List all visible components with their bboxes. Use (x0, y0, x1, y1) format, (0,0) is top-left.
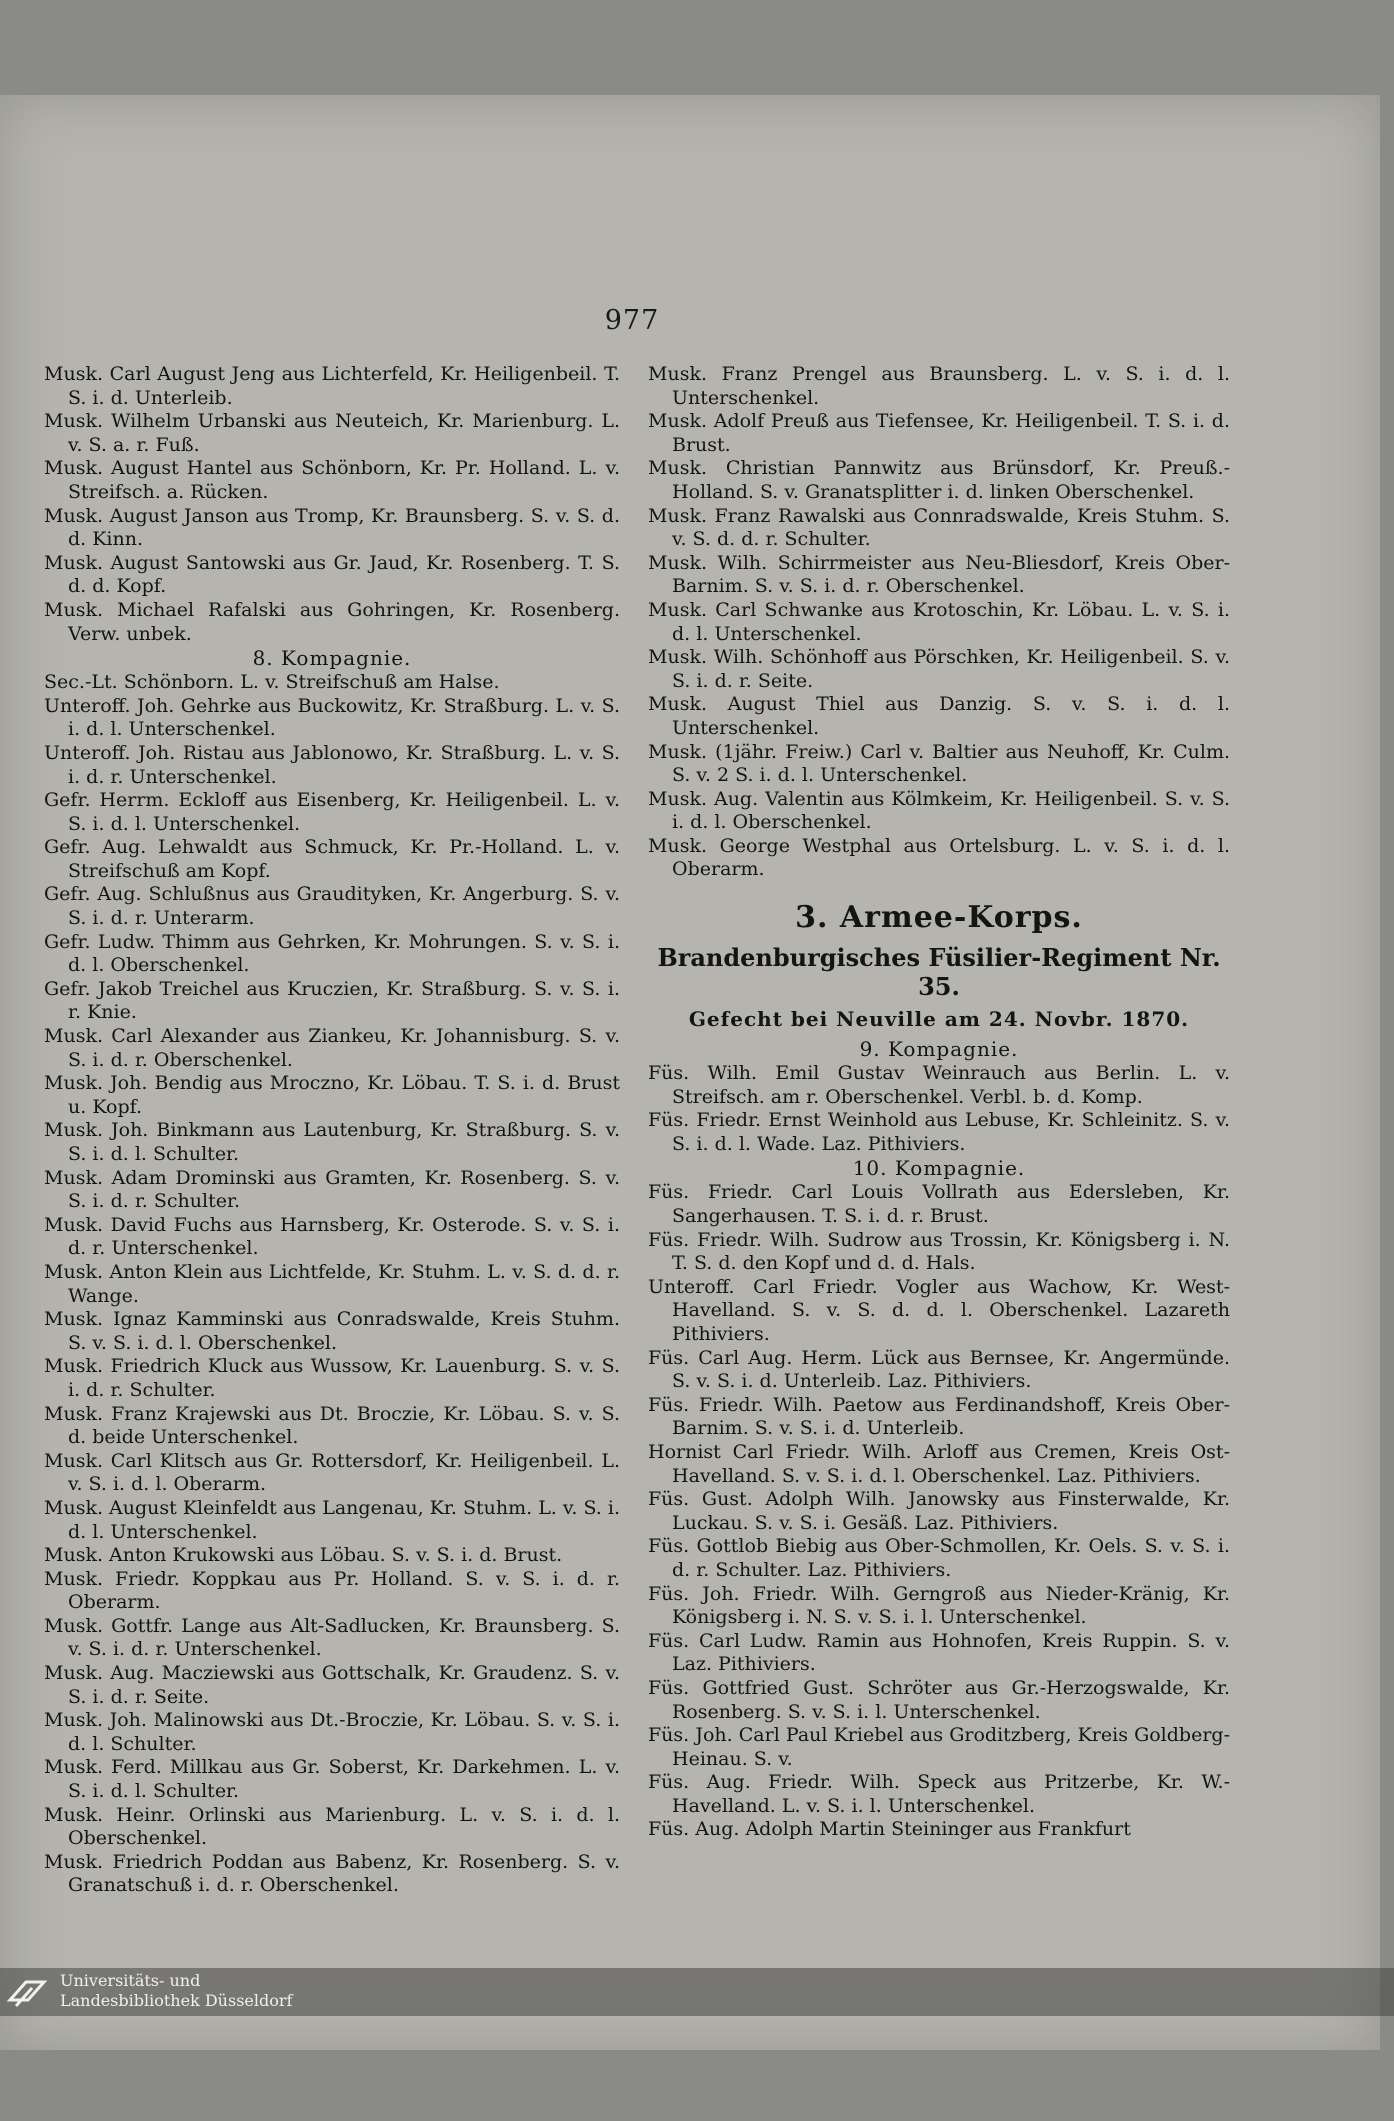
casualty-entry: Füs. Carl Ludw. Ramin aus Hohnofen, Kreis Ruppin. S. v. Laz. Pithiviers. (648, 1629, 1230, 1676)
casualty-entry: Musk. Aug. Valentin aus Kölmkeim, Kr. Heiligenbeil. S. v. S. i. d. l. Oberschenkel. (648, 787, 1230, 834)
casualty-entry: Gefr. Jakob Treichel aus Kruczien, Kr. Straßburg. S. v. S. i. r. Knie. (44, 977, 620, 1024)
left-column (44, 363, 620, 1898)
casualty-entry: Musk. August Janson aus Tromp, Kr. Braunsberg. S. v. S. d. d. Kinn. (44, 504, 620, 551)
casualty-entry: Gefr. Herrm. Eckloff aus Eisenberg, Kr. Heiligenbeil. L. v. S. i. d. l. Unterschenkel. (44, 789, 620, 835)
casualty-entry: Füs. Gottlob Biebig aus Ober-Schmollen, Kr. Oels. S. v. S. i. d. r. Schulter. Laz. Pithiviers. (648, 1535, 1230, 1581)
casualty-entry: Füs. Carl Aug. Herm. Lück aus Bernsee, Kr. Angermünde. S. v. S. i. d. Unterleib. Laz. Pithiviers. (648, 1346, 1230, 1393)
casualty-entry: Musk. Joh. Binkmann aus Lautenburg, Kr. Straßburg. S. v. S. i. d. l. Schulter. (44, 1119, 620, 1165)
ulb-logo-icon (6, 1972, 48, 2012)
page-number: 977 (604, 305, 660, 336)
casualty-entry: Musk. Wilh. Schirrmeister aus Neu-Bliesdorf, Kreis Ober-Barnim. S. v. S. i. d. r. Oberschenkel. (648, 551, 1230, 598)
casualty-entry: Unteroff. Joh. Ristau aus Jablonowo, Kr. Straßburg. L. v. S. i. d. r. Unterschenkel. (44, 741, 620, 788)
casualty-entry: Musk. Carl Alexander aus Ziankeu, Kr. Johannisburg. S. v. S. i. d. r. Oberschenkel. (44, 1025, 620, 1071)
casualty-entry: Musk. Christian Pannwitz aus Brünsdorf, Kr. Preuß.-Holland. S. v. Granatsplitter i. d. linken Oberschenkel. (648, 457, 1230, 503)
casualty-entry: Füs. Friedr. Wilh. Paetow aus Ferdinandshoff, Kreis Ober-Barnim. S. v. S. i. d. Unterleib. (648, 1393, 1230, 1440)
company-heading: 10. Kompagnie. (852, 1156, 1026, 1181)
casualty-entry: Musk. Heinr. Orlinski aus Marienburg. L. v. S. i. d. l. Oberschenkel. (44, 1803, 620, 1850)
casualty-entry: Musk. Carl August Jeng aus Lichterfeld, Kr. Heiligenbeil. T. S. i. d. Unterleib. (44, 363, 620, 409)
casualty-entry: Musk. August Hantel aus Schönborn, Kr. Pr. Holland. L. v. Streifsch. a. Rücken. (44, 457, 620, 503)
casualty-entry: Füs. Gust. Adolph Wilh. Janowsky aus Finsterwalde, Kr. Luckau. S. v. S. i. Gesäß. Laz. Pithiviers. (648, 1488, 1230, 1534)
casualty-entry: Musk. Joh. Malinowski aus Dt.-Broczie, Kr. Löbau. S. v. S. i. d. l. Schulter. (44, 1709, 620, 1755)
casualty-entry: Musk. Franz Rawalski aus Connradswalde, Kreis Stuhm. S. v. S. d. d. r. Schulter. (648, 504, 1230, 551)
right-column (648, 363, 1230, 1842)
casualty-entry: Füs. Wilh. Emil Gustav Weinrauch aus Berlin. L. v. Streifsch. am r. Oberschenkel. Verbl. b. d. Komp. (648, 1062, 1230, 1108)
casualty-entry: Musk. Carl Klitsch aus Gr. Rottersdorf, Kr. Heiligenbeil. L. v. S. i. d. l. Oberarm. (44, 1449, 620, 1496)
footer-text (60, 1971, 292, 2011)
library-footer (0, 1968, 1394, 2016)
casualty-entry: Musk. Friedrich Kluck aus Wussow, Kr. Lauenburg. S. v. S. i. d. r. Schulter. (44, 1355, 620, 1401)
casualty-entry: Füs. Aug. Adolph Martin Steininger aus Frankfurt (648, 1818, 1131, 1841)
casualty-entry: Sec.-Lt. Schönborn. L. v. Streifschuß am Halse. (44, 671, 500, 694)
casualty-entry: Musk. Ferd. Millkau aus Gr. Soberst, Kr. Darkehmen. L. v. S. i. d. l. Schulter. (44, 1756, 620, 1803)
casualty-entry: Musk. Carl Schwanke aus Krotoschin, Kr. Löbau. L. v. S. i. d. l. Unterschenkel. (648, 598, 1230, 645)
casualty-entry: Musk. Franz Krajewski aus Dt. Broczie, Kr. Löbau. S. v. S. d. beide Unterschenkel. (44, 1402, 620, 1449)
casualty-entry: Hornist Carl Friedr. Wilh. Arloff aus Cremen, Kreis Ost-Havelland. S. v. S. i. d. l. Oberschenkel. Laz. Pithiviers. (648, 1440, 1230, 1487)
casualty-entry: Gefr. Ludw. Thimm aus Gehrken, Kr. Mohrungen. S. v. S. i. d. l. Oberschenkel. (44, 930, 620, 977)
regiment-heading: Brandenburgisches Füsilier-Regiment Nr. 35. (657, 943, 1221, 1002)
footer-line-1: Universitäts- und (60, 1971, 201, 1990)
casualty-entry: Musk. Aug. Macziewski aus Gottschalk, Kr. Graudenz. S. v. S. i. d. r. Seite. (44, 1662, 620, 1708)
casualty-entry: Musk. August Santowski aus Gr. Jaud, Kr. Rosenberg. T. S. d. d. Kopf. (44, 551, 620, 598)
casualty-entry: Unteroff. Joh. Gehrke aus Buckowitz, Kr. Straßburg. L. v. S. i. d. l. Unterschenkel. (44, 694, 620, 741)
casualty-entry: Musk. George Westphal aus Ortelsburg. L. v. S. i. d. l. Oberarm. (648, 834, 1230, 881)
footer-line-2: Landesbibliothek Düsseldorf (60, 1991, 293, 2010)
casualty-entry: Musk. Friedr. Koppkau aus Pr. Holland. S. v. S. i. d. r. Oberarm. (44, 1567, 620, 1614)
scanned-page (0, 95, 1380, 2050)
casualty-entry: Füs. Joh. Carl Paul Kriebel aus Groditzberg, Kreis Goldberg-Heinau. S. v. (648, 1724, 1230, 1770)
casualty-entry: Musk. Michael Rafalski aus Gohringen, Kr. Rosenberg. Verw. unbek. (44, 598, 620, 645)
engagement-heading: Gefecht bei Neuville am 24. Novbr. 1870. (688, 1007, 1190, 1032)
company-heading: 9. Kompagnie. (859, 1037, 1019, 1062)
casualty-entry: Füs. Friedr. Wilh. Sudrow aus Trossin, Kr. Königsberg i. N. T. S. d. den Kopf und d. d. Hals. (648, 1228, 1230, 1275)
casualty-entry: Musk. August Thiel aus Danzig. S. v. S. i. d. l. Unterschenkel. (648, 693, 1230, 739)
casualty-entry: Musk. Wilh. Schönhoff aus Pörschken, Kr. Heiligenbeil. S. v. S. i. d. r. Seite. (648, 646, 1230, 692)
casualty-entry: Musk. Anton Krukowski aus Löbau. S. v. S. i. d. Brust. (44, 1544, 563, 1567)
casualty-entry: Füs. Aug. Friedr. Wilh. Speck aus Pritzerbe, Kr. W.-Havelland. L. v. S. i. l. Unterschenkel. (648, 1771, 1230, 1817)
company-heading: 8. Kompagnie. (252, 646, 412, 671)
casualty-entry: Unteroff. Carl Friedr. Vogler aus Wachow, Kr. West-Havelland. S. v. S. d. d. l. Oberschenkel. Lazareth Pithiviers. (648, 1275, 1230, 1345)
corps-heading: 3. Armee-Korps. (795, 900, 1083, 936)
casualty-entry: Musk. Ignaz Kamminski aus Conradswalde, Kreis Stuhm. S. v. S. i. d. l. Oberschenkel. (44, 1308, 620, 1354)
casualty-entry: Musk. (1jähr. Freiw.) Carl v. Baltier aus Neuhoff, Kr. Culm. S. v. 2 S. i. d. l. Unterschenkel. (648, 740, 1230, 787)
casualty-entry: Musk. Adolf Preuß aus Tiefensee, Kr. Heiligenbeil. T. S. i. d. Brust. (648, 410, 1230, 456)
casualty-entry: Gefr. Aug. Lehwaldt aus Schmuck, Kr. Pr.-Holland. L. v. Streifschuß am Kopf. (44, 836, 620, 882)
casualty-entry: Musk. August Kleinfeldt aus Langenau, Kr. Stuhm. L. v. S. i. d. l. Unterschenkel. (44, 1496, 620, 1543)
casualty-entry: Füs. Friedr. Carl Louis Vollrath aus Edersleben, Kr. Sangerhausen. T. S. i. d. r. Brust. (648, 1181, 1230, 1228)
casualty-entry: Musk. Franz Prengel aus Braunsberg. L. v. S. i. d. l. Unterschenkel. (648, 363, 1230, 409)
casualty-entry: Füs. Gottfried Gust. Schröter aus Gr.-Herzogswalde, Kr. Rosenberg. S. v. S. i. l. Unterschenkel. (648, 1676, 1230, 1723)
casualty-entry: Musk. Anton Klein aus Lichtfelde, Kr. Stuhm. L. v. S. d. d. r. Wange. (44, 1260, 620, 1307)
casualty-entry: Gefr. Aug. Schlußnus aus Graudityken, Kr. Angerburg. S. v. S. i. d. r. Unterarm. (44, 883, 620, 930)
casualty-entry: Musk. Friedrich Poddan aus Babenz, Kr. Rosenberg. S. v. Granatschuß i. d. r. Oberschenkel. (44, 1850, 620, 1897)
casualty-entry: Musk. Wilhelm Urbanski aus Neuteich, Kr. Marienburg. L. v. S. a. r. Fuß. (44, 410, 620, 456)
casualty-entry: Musk. Adam Drominski aus Gramten, Kr. Rosenberg. S. v. S. i. d. r. Schulter. (44, 1166, 620, 1213)
casualty-entry: Füs. Friedr. Ernst Weinhold aus Lebuse, Kr. Schleinitz. S. v. S. i. d. l. Wade. Laz. Pithiviers. (648, 1109, 1230, 1155)
casualty-entry: Füs. Joh. Friedr. Wilh. Gerngroß aus Nieder-Kränig, Kr. Königsberg i. N. S. v. S. i. l. Unterschenkel. (648, 1582, 1230, 1629)
casualty-entry: Musk. David Fuchs aus Harnsberg, Kr. Osterode. S. v. S. i. d. r. Unterschenkel. (44, 1213, 620, 1260)
casualty-entry: Musk. Gottfr. Lange aus Alt-Sadlucken, Kr. Braunsberg. S. v. S. i. d. r. Unterschenkel. (44, 1614, 620, 1661)
casualty-entry: Musk. Joh. Bendig aus Mroczno, Kr. Löbau. T. S. i. d. Brust u. Kopf. (44, 1072, 620, 1118)
